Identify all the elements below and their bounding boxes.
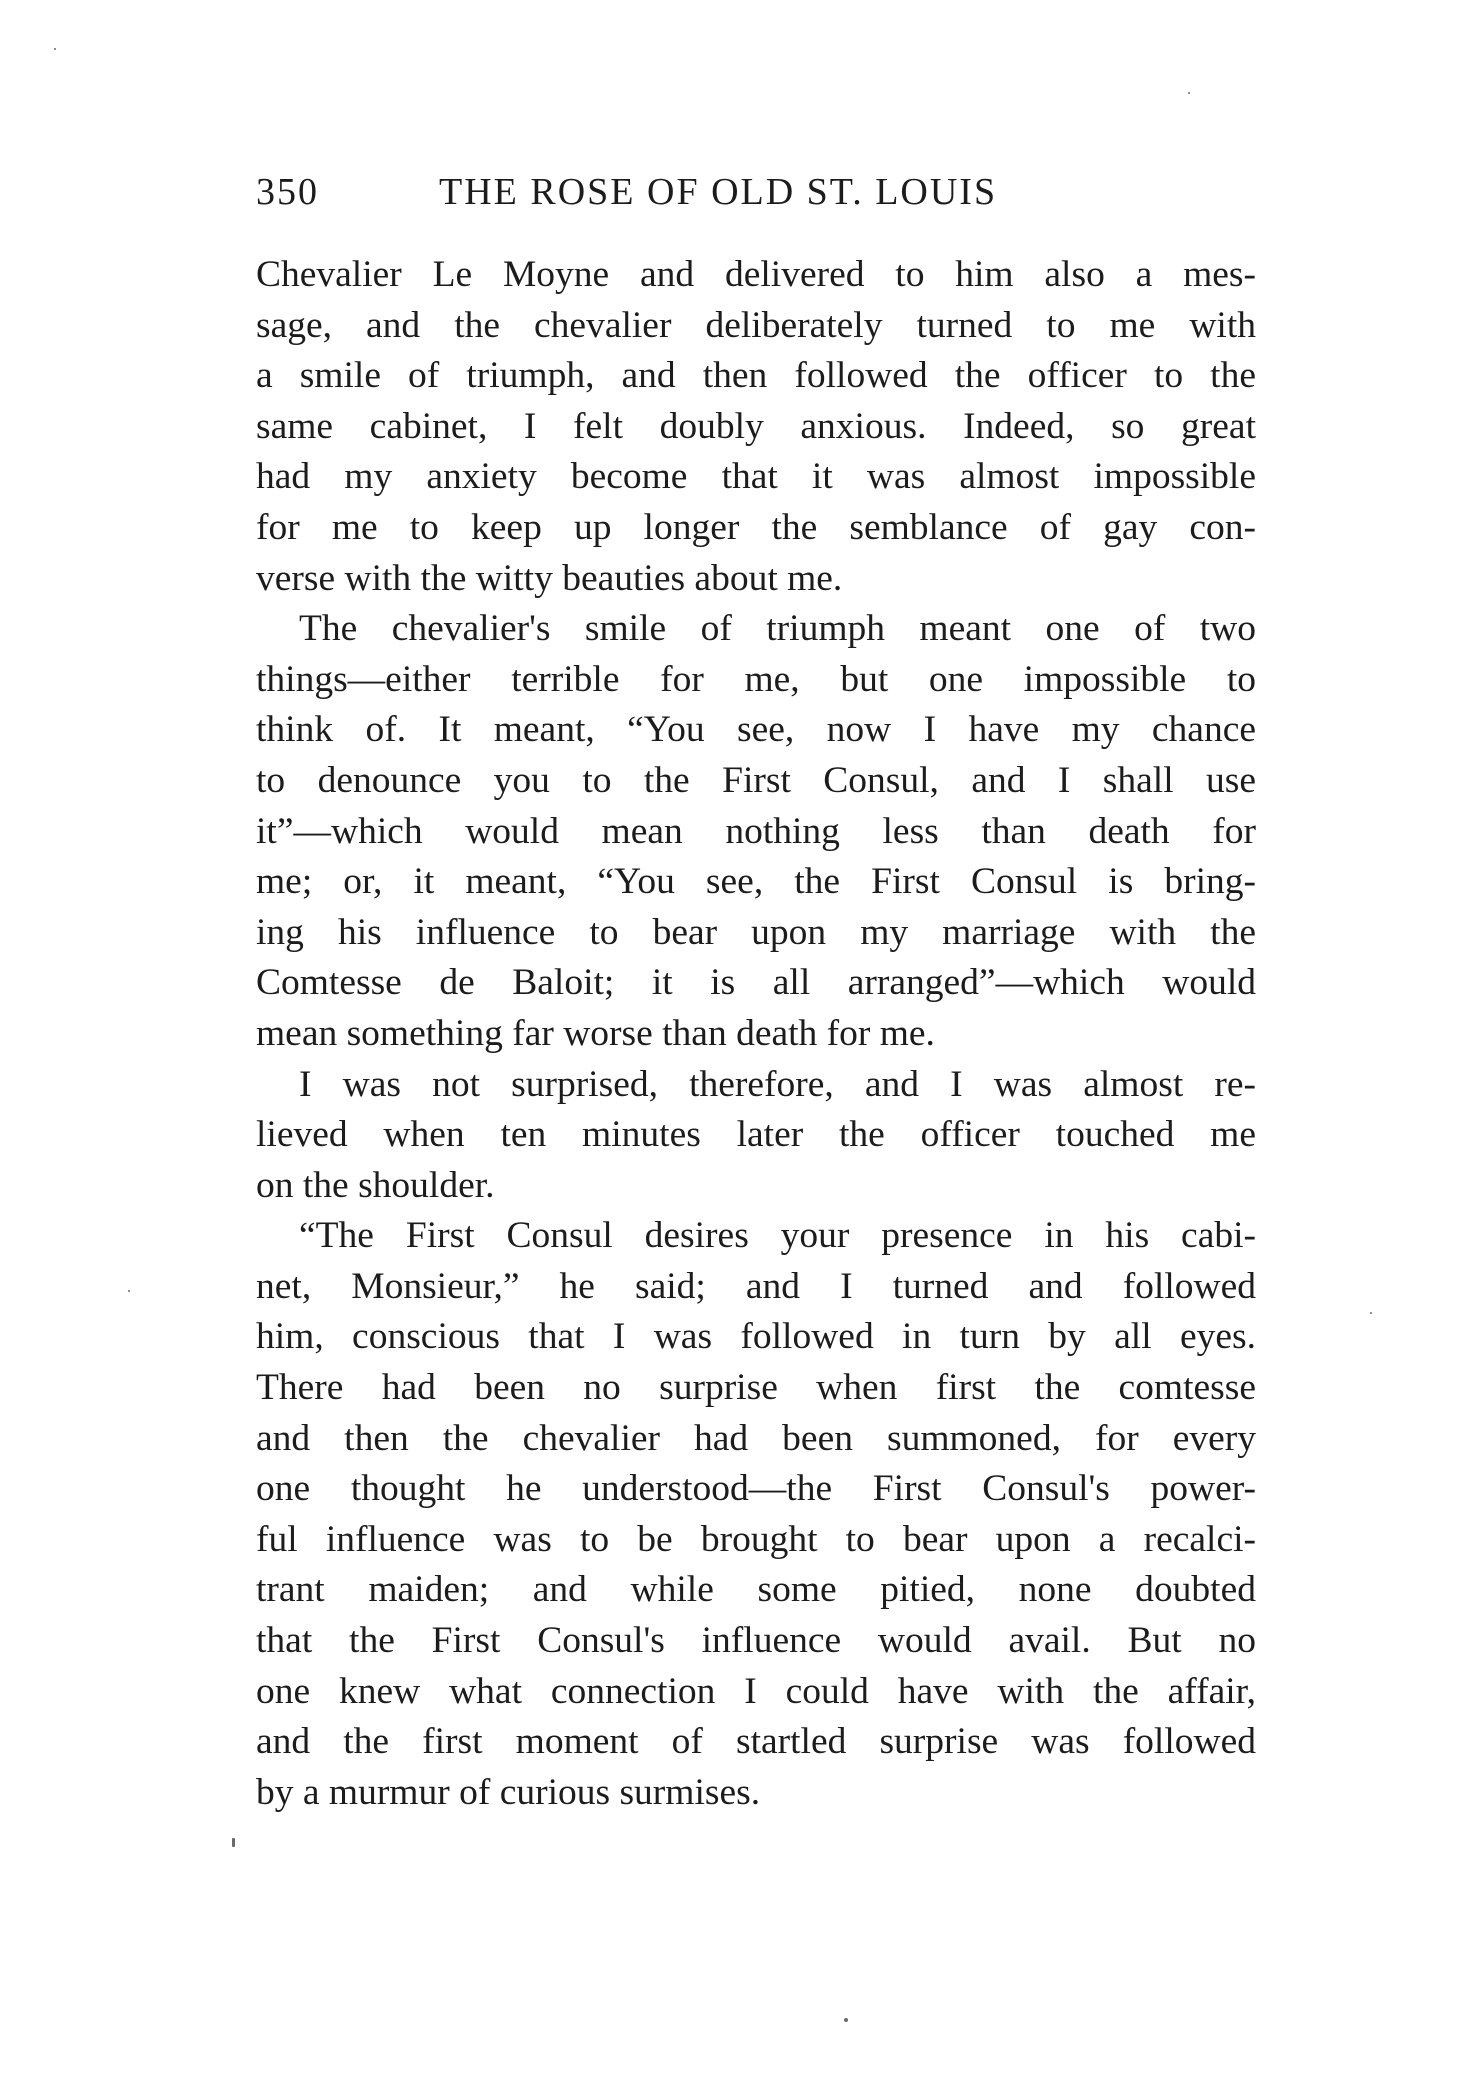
text-line: one knew what connection I could have with the affair, bbox=[256, 1670, 1256, 1712]
running-title: THE ROSE OF OLD ST. LOUIS bbox=[439, 171, 998, 213]
text-line: ing his influence to bear upon my marriage with the bbox=[256, 911, 1256, 953]
text-line: and then the chevalier had been summoned, for every bbox=[256, 1417, 1256, 1459]
text-line: one thought he understood—the First Consul's power- bbox=[256, 1468, 1256, 1510]
scan-speck bbox=[128, 1290, 130, 1292]
text-line: trant maiden; and while some pitied, none doubted bbox=[256, 1569, 1256, 1611]
scan-speck bbox=[1188, 92, 1190, 94]
text-line: Comtesse de Baloit; it is all arranged”—which would bbox=[256, 962, 1256, 1004]
body-text bbox=[256, 250, 1256, 1818]
paragraph-start-line: I was not surprised, therefore, and I was almost re- bbox=[299, 1063, 1256, 1105]
scan-speck bbox=[54, 48, 56, 50]
text-line: mean something far worse than death for me. bbox=[256, 1012, 935, 1054]
text-line: on the shoulder. bbox=[256, 1164, 495, 1206]
page-number: 350 bbox=[256, 171, 319, 213]
text-line: think of. It meant, “You see, now I have my chance bbox=[256, 709, 1256, 751]
text-line: There had been no surprise when first the comtesse bbox=[256, 1367, 1256, 1409]
scan-speck bbox=[232, 1838, 235, 1847]
paragraph-start-line: The chevalier's smile of triumph meant one of two bbox=[299, 608, 1256, 650]
text-line: and the first moment of startled surprise was followed bbox=[256, 1721, 1256, 1763]
text-line: lieved when ten minutes later the officer touched me bbox=[256, 1114, 1256, 1156]
text-line: me; or, it meant, “You see, the First Consul is bring- bbox=[256, 861, 1256, 903]
text-line: Chevalier Le Moyne and delivered to him also a mes- bbox=[256, 254, 1256, 295]
text-line: net, Monsieur,” he said; and I turned and followed bbox=[256, 1265, 1256, 1307]
scan-speck bbox=[1370, 1312, 1372, 1314]
paragraph-start-line: “The First Consul desires your presence in his cabi- bbox=[299, 1215, 1256, 1257]
text-line: that the First Consul's influence would avail. But no bbox=[256, 1620, 1256, 1662]
text-line: had my anxiety become that it was almost impossible bbox=[256, 456, 1256, 498]
text-line: sage, and the chevalier deliberately turned to me with bbox=[256, 304, 1256, 346]
scan-speck bbox=[844, 2018, 848, 2022]
text-line: things—either terrible for me, but one impossible to bbox=[256, 658, 1256, 700]
text-line: him, conscious that I was followed in turn by all eyes. bbox=[256, 1316, 1256, 1358]
text-line: to denounce you to the First Consul, and I shall use bbox=[256, 759, 1256, 801]
text-line: a smile of triumph, and then followed the officer to the bbox=[256, 355, 1256, 397]
text-line: it”—which would mean nothing less than death for bbox=[256, 810, 1256, 852]
text-line: ful influence was to be brought to bear upon a recalci- bbox=[256, 1518, 1256, 1560]
page-header bbox=[256, 170, 1256, 220]
text-line: by a murmur of curious surmises. bbox=[256, 1771, 761, 1813]
text-line: for me to keep up longer the semblance of gay con- bbox=[256, 506, 1256, 548]
text-line: same cabinet, I felt doubly anxious. Indeed, so great bbox=[256, 405, 1256, 447]
text-line: verse with the witty beauties about me. bbox=[256, 557, 843, 599]
